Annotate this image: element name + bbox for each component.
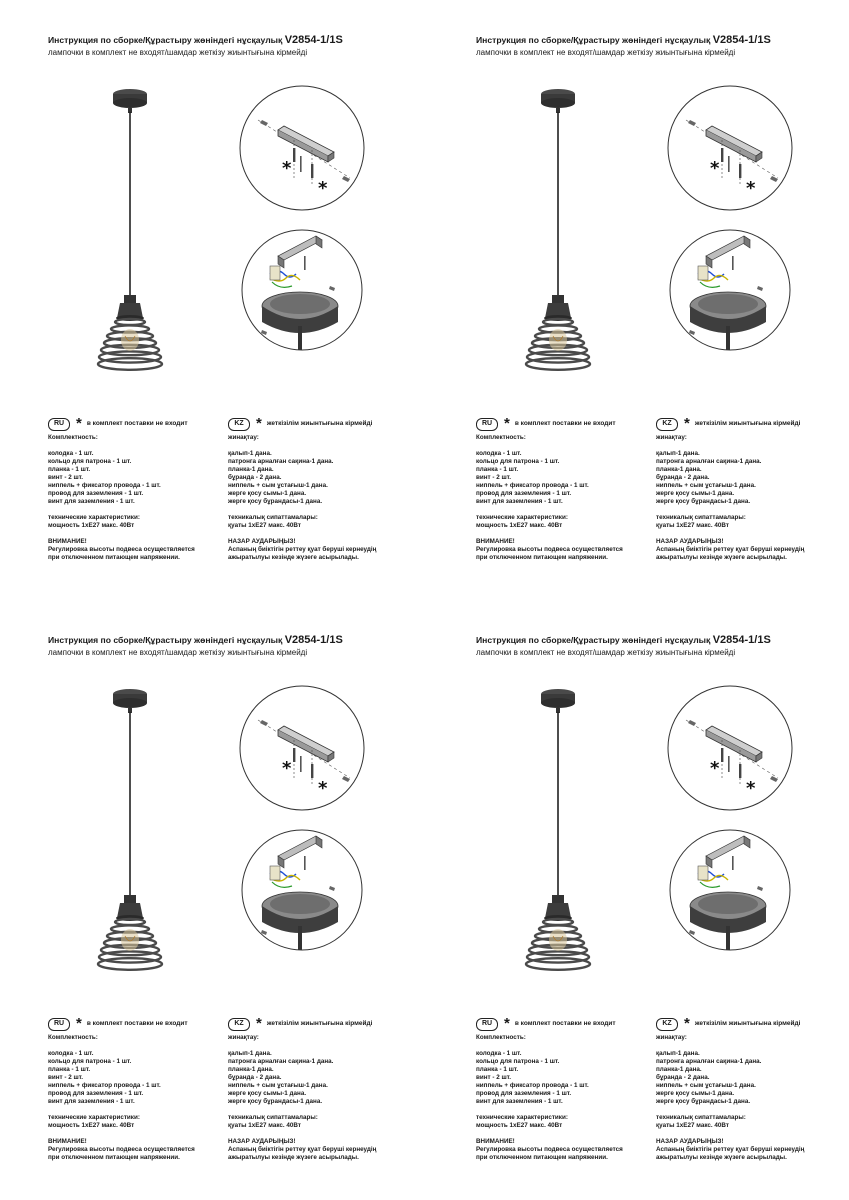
list-item: қалып-1 дана. xyxy=(228,450,272,457)
instruction-sheet-3 xyxy=(0,600,424,1200)
sheet-subtitle: лампочки в комплект не входят/шамдар жеткізу жиынтығына кірмейді xyxy=(476,648,736,657)
list-item: жерге қосу бұрандасы-1 дана. xyxy=(656,1098,751,1105)
list-item: винт - 2 шт. xyxy=(48,1074,84,1081)
ru-note: в комплект поставки не входит xyxy=(514,420,616,427)
list-item: колодка - 1 шт. xyxy=(48,1050,94,1057)
list-item: кольцо для патрона - 1 шт. xyxy=(48,1058,132,1065)
asterisk-icon: * xyxy=(504,415,510,432)
ru-warning-line: Регулировка высоты подвеса осуществляется xyxy=(476,1146,623,1153)
list-item: қалып-1 дана. xyxy=(656,1050,700,1057)
ru-section xyxy=(48,1016,233,1162)
list-item: жерге қосу бұрандасы-1 дана. xyxy=(656,498,751,505)
kz-specs-value: қуаты 1xE27 макс. 40Вт xyxy=(228,1122,301,1129)
list-item: ниппель + фиксатор провода - 1 шт. xyxy=(48,1082,161,1089)
list-item: провод для заземления - 1 шт. xyxy=(476,1090,572,1097)
ru-package-heading: Комплектность: xyxy=(476,434,526,441)
asterisk-icon: * xyxy=(256,1015,262,1032)
kz-badge: KZ xyxy=(656,418,678,431)
ru-specs-value: мощность 1xE27 макс. 40Вт xyxy=(476,1122,563,1129)
assembly-illustration xyxy=(0,60,424,400)
list-item: винт для заземления - 1 шт. xyxy=(476,1098,563,1105)
kz-note: жеткізілім жиынтығына кірмейді xyxy=(266,1020,373,1027)
list-item: колодка - 1 шт. xyxy=(476,450,522,457)
kz-package-heading: жинақтау: xyxy=(656,434,687,441)
list-item: қалып-1 дана. xyxy=(228,1050,272,1057)
list-item: провод для заземления - 1 шт. xyxy=(48,490,144,497)
ru-note: в комплект поставки не входит xyxy=(86,420,188,427)
ru-specs-heading: технические характеристики: xyxy=(48,1114,140,1121)
list-item: колодка - 1 шт. xyxy=(476,1050,522,1057)
list-item: ниппель + сым ұстағыш-1 дана. xyxy=(228,482,328,489)
kz-warning-line: Аспаның биіктігін реттеу қуат беруші кернеудің xyxy=(656,546,805,553)
asterisk-icon: * xyxy=(256,415,262,432)
ru-warning-line: при отключенном питающем напряжении. xyxy=(48,554,180,561)
list-item: винт для заземления - 1 шт. xyxy=(48,498,135,505)
list-item: колодка - 1 шт. xyxy=(48,450,94,457)
ru-package-heading: Комплектность: xyxy=(48,434,98,441)
sheet-title: Инструкция по сборке/Құрастыру жөніндегі нұсқаулық V2854-1/1S xyxy=(48,634,343,646)
kz-section xyxy=(656,416,846,562)
list-item: планка - 1 шт. xyxy=(48,466,91,473)
ru-badge: RU xyxy=(476,1018,498,1031)
ru-warning-line: при отключенном питающем напряжении. xyxy=(476,1154,608,1161)
list-item: планка - 1 шт. xyxy=(476,466,519,473)
ru-warning-heading: ВНИМАНИЕ! xyxy=(476,1138,515,1145)
kz-specs-heading: техникалық сипаттамалары: xyxy=(228,514,318,521)
kz-warning-line: Аспаның биіктігін реттеу қуат беруші кернеудің xyxy=(228,546,377,553)
ru-package-heading: Комплектность: xyxy=(476,1034,526,1041)
list-item: ниппель + фиксатор провода - 1 шт. xyxy=(476,1082,589,1089)
list-item: бұранда - 2 дана. xyxy=(228,474,282,481)
list-item: жерге қосу сымы-1 дана. xyxy=(228,490,307,497)
ru-warning-heading: ВНИМАНИЕ! xyxy=(476,538,515,545)
list-item: ниппель + фиксатор провода - 1 шт. xyxy=(476,482,589,489)
kz-note: жеткізілім жиынтығына кірмейді xyxy=(694,1020,801,1027)
asterisk-icon: * xyxy=(504,1015,510,1032)
ru-warning-line: Регулировка высоты подвеса осуществляется xyxy=(476,546,623,553)
ru-specs-value: мощность 1xE27 макс. 40Вт xyxy=(48,1122,135,1129)
kz-note: жеткізілім жиынтығына кірмейді xyxy=(266,420,373,427)
list-item: жерге қосу сымы-1 дана. xyxy=(656,490,735,497)
model-number: V2854-1/1S xyxy=(284,34,343,46)
list-item: бұранда - 2 дана. xyxy=(228,1074,282,1081)
kz-package-heading: жинақтау: xyxy=(656,1034,687,1041)
list-item: ниппель + сым ұстағыш-1 дана. xyxy=(656,482,756,489)
kz-warning-heading: НАЗАР АУДАРЫҢЫЗ! xyxy=(228,1138,296,1145)
list-item: планка-1 дана. xyxy=(656,1066,702,1073)
list-item: кольцо для патрона - 1 шт. xyxy=(476,1058,560,1065)
kz-specs-value: қуаты 1xE27 макс. 40Вт xyxy=(228,522,301,529)
asterisk-icon: * xyxy=(76,415,82,432)
list-item: планка-1 дана. xyxy=(656,466,702,473)
instruction-sheet-1 xyxy=(0,0,424,600)
ru-specs-heading: технические характеристики: xyxy=(48,514,140,521)
ru-badge: RU xyxy=(48,418,70,431)
ru-section xyxy=(48,416,233,562)
list-item: кольцо для патрона - 1 шт. xyxy=(48,458,132,465)
model-number: V2854-1/1S xyxy=(712,634,771,646)
kz-badge: KZ xyxy=(228,418,250,431)
kz-warning-heading: НАЗАР АУДАРЫҢЫЗ! xyxy=(656,1138,724,1145)
kz-specs-value: қуаты 1xE27 макс. 40Вт xyxy=(656,1122,729,1129)
list-item: винт - 2 шт. xyxy=(476,1074,512,1081)
list-item: жерге қосу бұрандасы-1 дана. xyxy=(228,1098,323,1105)
ru-note: в комплект поставки не входит xyxy=(514,1020,616,1027)
ru-badge: RU xyxy=(48,1018,70,1031)
ru-specs-heading: технические характеристики: xyxy=(476,514,568,521)
ru-badge: RU xyxy=(476,418,498,431)
kz-package-heading: жинақтау: xyxy=(228,1034,259,1041)
kz-package-heading: жинақтау: xyxy=(228,434,259,441)
sheet-subtitle: лампочки в комплект не входят/шамдар жеткізу жиынтығына кірмейді xyxy=(48,48,308,57)
list-item: жерге қосу сымы-1 дана. xyxy=(656,1090,735,1097)
kz-section xyxy=(228,416,418,562)
list-item: жерге қосу сымы-1 дана. xyxy=(228,1090,307,1097)
ru-warning-heading: ВНИМАНИЕ! xyxy=(48,538,87,545)
kz-badge: KZ xyxy=(228,1018,250,1031)
ru-section xyxy=(476,1016,661,1162)
ru-warning-line: при отключенном питающем напряжении. xyxy=(476,554,608,561)
list-item: ниппель + сым ұстағыш-1 дана. xyxy=(228,1082,328,1089)
kz-warning-line: ажыратылуы кезінде жүзеге асырылады. xyxy=(656,1154,787,1161)
list-item: жерге қосу бұрандасы-1 дана. xyxy=(228,498,323,505)
kz-warning-line: ажыратылуы кезінде жүзеге асырылады. xyxy=(656,554,787,561)
list-item: планка-1 дана. xyxy=(228,466,274,473)
list-item: ниппель + сым ұстағыш-1 дана. xyxy=(656,1082,756,1089)
list-item: патронга арналған сақина-1 дана. xyxy=(228,1058,334,1065)
list-item: провод для заземления - 1 шт. xyxy=(476,490,572,497)
kz-warning-line: ажыратылуы кезінде жүзеге асырылады. xyxy=(228,554,359,561)
sheet-subtitle: лампочки в комплект не входят/шамдар жеткізу жиынтығына кірмейді xyxy=(48,648,308,657)
kz-section xyxy=(228,1016,418,1162)
ru-warning-heading: ВНИМАНИЕ! xyxy=(48,1138,87,1145)
ru-package-heading: Комплектность: xyxy=(48,1034,98,1041)
kz-warning-line: Аспаның биіктігін реттеу қуат беруші кернеудің xyxy=(228,1146,377,1153)
ru-section xyxy=(476,416,661,562)
list-item: провод для заземления - 1 шт. xyxy=(48,1090,144,1097)
ru-specs-heading: технические характеристики: xyxy=(476,1114,568,1121)
sheet-title: Инструкция по сборке/Құрастыру жөніндегі нұсқаулық V2854-1/1S xyxy=(476,34,771,46)
ru-note: в комплект поставки не входит xyxy=(86,1020,188,1027)
list-item: бұранда - 2 дана. xyxy=(656,474,710,481)
ru-specs-value: мощность 1xE27 макс. 40Вт xyxy=(48,522,135,529)
kz-warning-heading: НАЗАР АУДАРЫҢЫЗ! xyxy=(228,538,296,545)
list-item: планка-1 дана. xyxy=(228,1066,274,1073)
kz-warning-line: ажыратылуы кезінде жүзеге асырылады. xyxy=(228,1154,359,1161)
list-item: патронга арналған сақина-1 дана. xyxy=(656,1058,762,1065)
assembly-illustration xyxy=(428,60,849,400)
list-item: қалып-1 дана. xyxy=(656,450,700,457)
kz-section xyxy=(656,1016,846,1162)
list-item: патронга арналған сақина-1 дана. xyxy=(228,458,334,465)
list-item: бұранда - 2 дана. xyxy=(656,1074,710,1081)
list-item: винт для заземления - 1 шт. xyxy=(476,498,563,505)
list-item: планка - 1 шт. xyxy=(476,1066,519,1073)
instruction-sheet-2 xyxy=(428,0,849,600)
model-number: V2854-1/1S xyxy=(284,634,343,646)
sheet-title: Инструкция по сборке/Құрастыру жөніндегі нұсқаулық V2854-1/1S xyxy=(48,34,343,46)
list-item: винт для заземления - 1 шт. xyxy=(48,1098,135,1105)
kz-note: жеткізілім жиынтығына кірмейді xyxy=(694,420,801,427)
ru-specs-value: мощность 1xE27 макс. 40Вт xyxy=(476,522,563,529)
list-item: кольцо для патрона - 1 шт. xyxy=(476,458,560,465)
list-item: ниппель + фиксатор провода - 1 шт. xyxy=(48,482,161,489)
ru-warning-line: Регулировка высоты подвеса осуществляется xyxy=(48,1146,195,1153)
asterisk-icon: * xyxy=(76,1015,82,1032)
kz-specs-heading: техникалық сипаттамалары: xyxy=(656,514,746,521)
kz-specs-heading: техникалық сипаттамалары: xyxy=(656,1114,746,1121)
ru-warning-line: при отключенном питающем напряжении. xyxy=(48,1154,180,1161)
model-number: V2854-1/1S xyxy=(712,34,771,46)
list-item: планка - 1 шт. xyxy=(48,1066,91,1073)
asterisk-icon: * xyxy=(684,1015,690,1032)
sheet-subtitle: лампочки в комплект не входят/шамдар жеткізу жиынтығына кірмейді xyxy=(476,48,736,57)
list-item: патронга арналған сақина-1 дана. xyxy=(656,458,762,465)
kz-badge: KZ xyxy=(656,1018,678,1031)
kz-specs-heading: техникалық сипаттамалары: xyxy=(228,1114,318,1121)
instruction-sheet-4 xyxy=(428,600,849,1200)
kz-specs-value: қуаты 1xE27 макс. 40Вт xyxy=(656,522,729,529)
kz-warning-line: Аспаның биіктігін реттеу қуат беруші кернеудің xyxy=(656,1146,805,1153)
list-item: винт - 2 шт. xyxy=(476,474,512,481)
ru-warning-line: Регулировка высоты подвеса осуществляется xyxy=(48,546,195,553)
sheet-title: Инструкция по сборке/Құрастыру жөніндегі нұсқаулық V2854-1/1S xyxy=(476,634,771,646)
asterisk-icon: * xyxy=(684,415,690,432)
assembly-illustration xyxy=(428,660,849,1000)
assembly-illustration xyxy=(0,660,424,1000)
list-item: винт - 2 шт. xyxy=(48,474,84,481)
kz-warning-heading: НАЗАР АУДАРЫҢЫЗ! xyxy=(656,538,724,545)
